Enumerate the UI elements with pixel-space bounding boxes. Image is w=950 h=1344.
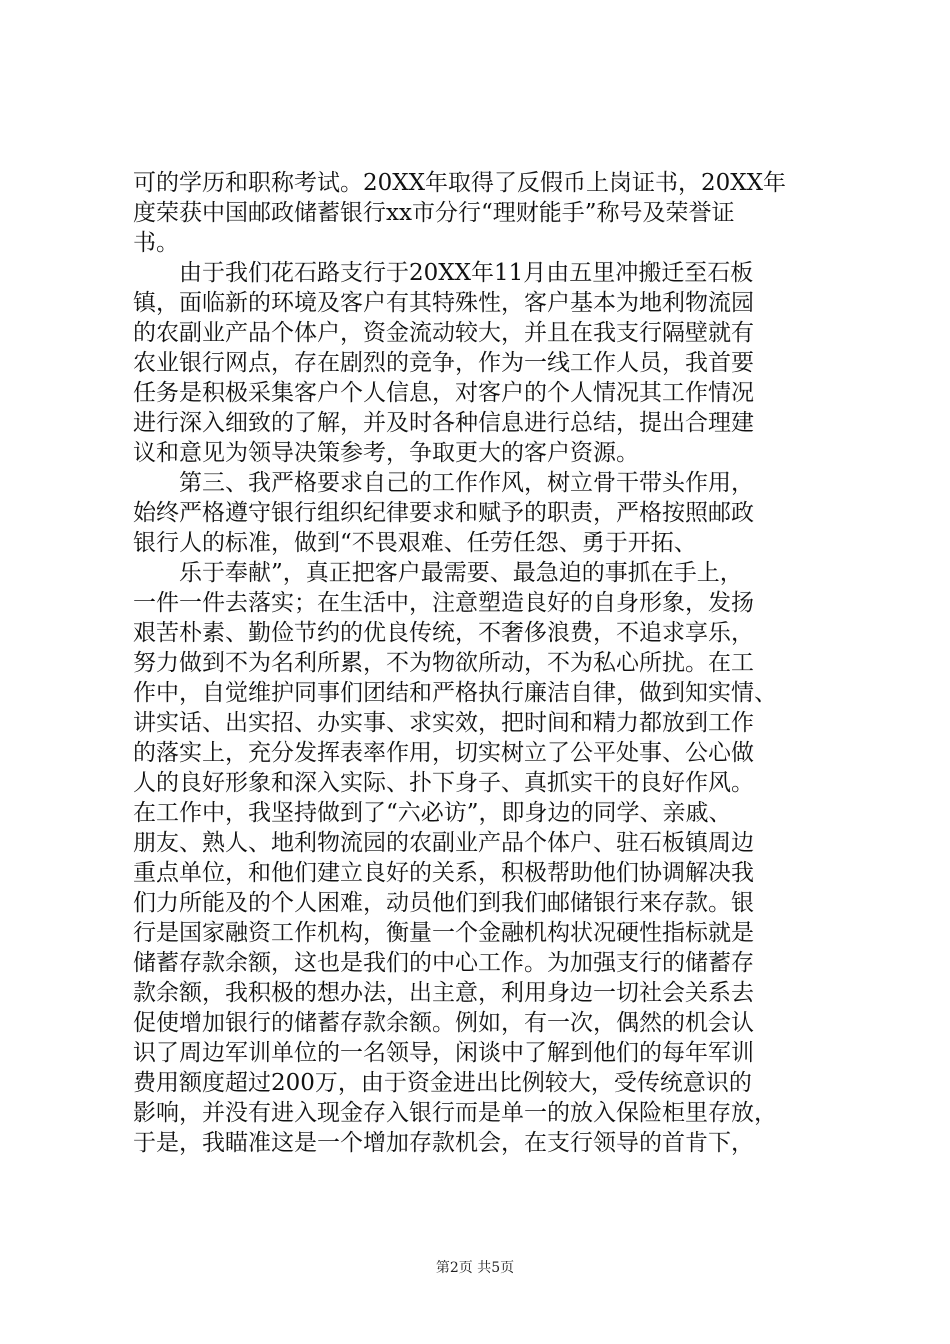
text-line: 行是国家融资工作机构，衡量一个金融机构状况硬性指标就是 (133, 920, 754, 946)
text-line: 讲实话、出实招、办实事、求实效，把时间和精力都放到工作 (133, 710, 754, 736)
text-line: 进行深入细致的了解，并及时各种信息进行总结，提出合理建 (133, 410, 754, 436)
body-text (133, 168, 823, 1158)
text-line: 识了周边军训单位的一名领导，闲谈中了解到他们的每年军训 (133, 1040, 754, 1066)
text-line: 第三、我严格要求自己的工作作风，树立骨干带头作用， (179, 470, 754, 496)
text-line: 储蓄存款余额，这也是我们的中心工作。为加强支行的储蓄存 (133, 950, 754, 976)
text-line: 朋友、熟人、地利物流园的农副业产品个体户、驻石板镇周边 (133, 830, 754, 856)
text-line: 款余额，我积极的想办法，出主意，利用身边一切社会关系去 (133, 980, 754, 1006)
text-line: 书。 (133, 230, 179, 256)
text-line: 银行人的标准，做到“不畏艰难、任劳任怨、勇于开拓、 (133, 530, 697, 556)
text-line: 镇，面临新的环境及客户有其特殊性，客户基本为地利物流园 (133, 290, 754, 316)
text-line: 人的良好形象和深入实际、扑下身子、真抓实干的良好作风。 (133, 770, 754, 796)
text-line: 任务是积极采集客户个人信息，对客户的个人情况其工作情况 (133, 380, 754, 406)
text-line: 议和意见为领导决策参考，争取更大的客户资源。 (133, 440, 639, 466)
text-line: 由于我们花石路支行于20XX年11月由五里冲搬迁至石板 (179, 260, 754, 286)
text-line: 于是，我瞄准这是一个增加存款机会，在支行领导的首肯下， (133, 1130, 754, 1156)
text-line: 一件一件去落实；在生活中，注意塑造良好的自身形象，发扬 (133, 590, 754, 616)
text-line: 农业银行网点，存在剧烈的竞争，作为一线工作人员，我首要 (133, 350, 754, 376)
text-line: 始终严格遵守银行组织纪律要求和赋予的职责，严格按照邮政 (133, 500, 754, 526)
text-line: 度荣获中国邮政储蓄银行xx市分行“理财能手”称号及荣誉证 (133, 200, 735, 226)
text-line: 可的学历和职称考试。20XX年取得了反假币上岗证书，20XX年 (133, 170, 787, 196)
text-line: 影响，并没有进入现金存入银行而是单一的放入保险柜里存放， (133, 1100, 777, 1126)
text-line: 努力做到不为名利所累，不为物欲所动，不为私心所扰。在工 (133, 650, 754, 676)
text-line: 乐于奉献”，真正把客户最需要、最急迫的事抓在手上， (179, 560, 743, 586)
text-line: 作中，自觉维护同事们团结和严格执行廉洁自律，做到知实情、 (133, 680, 777, 706)
text-line: 们力所能及的个人困难，动员他们到我们邮储银行来存款。银 (133, 890, 754, 916)
text-line: 艰苦朴素、勤俭节约的优良传统，不奢侈浪费，不追求享乐， (133, 620, 754, 646)
text-line: 重点单位，和他们建立良好的关系，积极帮助他们协调解决我 (133, 860, 754, 886)
text-line: 的落实上，充分发挥表率作用，切实树立了公平处事、公心做 (133, 740, 754, 766)
text-line: 在工作中，我坚持做到了“六必访”，即身边的同学、亲戚、 (133, 800, 732, 826)
text-line: 促使增加银行的储蓄存款余额。例如，有一次，偶然的机会认 (133, 1010, 754, 1036)
page-number-footer: 第2页 共5页 (435, 1260, 515, 1276)
text-line: 费用额度超过200万，由于资金进出比例较大，受传统意识的 (133, 1070, 752, 1096)
text-line: 的农副业产品个体户，资金流动较大，并且在我支行隔壁就有 (133, 320, 754, 346)
